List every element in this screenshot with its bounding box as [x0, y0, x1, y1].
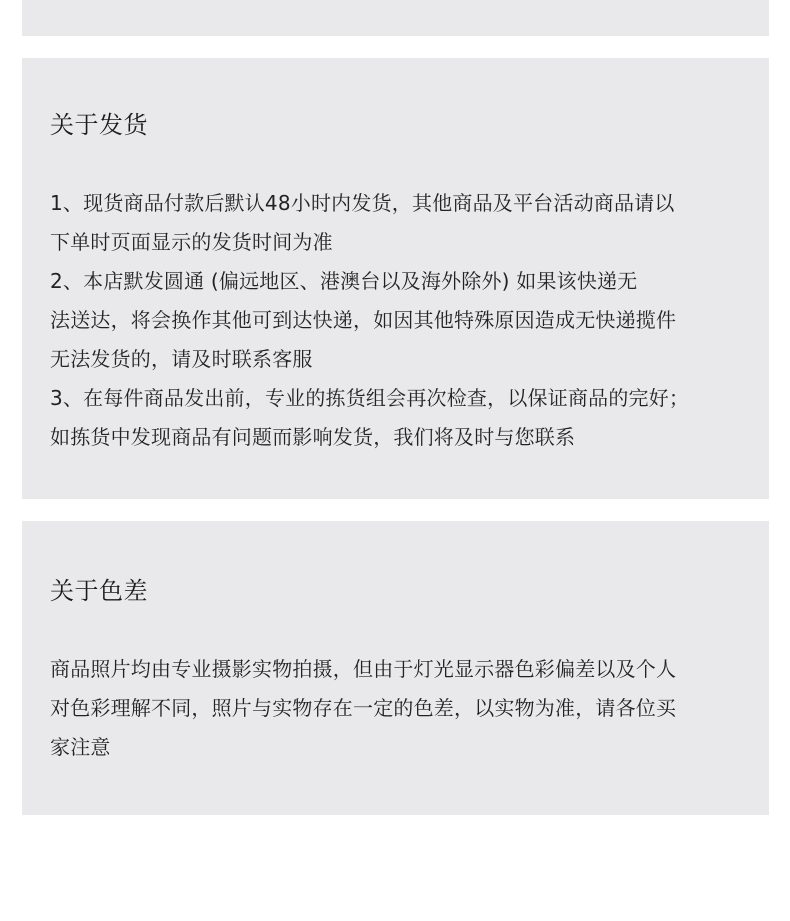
shipping-line: 如拣货中发现商品有问题而影响发货，我们将及时与您联系 — [50, 425, 576, 449]
color-difference-body — [50, 650, 755, 767]
color-difference-panel — [22, 521, 769, 815]
previous-section-panel — [22, 0, 769, 36]
shipping-line: 下单时页面显示的发货时间为准 — [50, 230, 333, 254]
shipping-line: 法送达，将会换作其他可到达快递，如因其他特殊原因造成无快递揽件 — [50, 308, 677, 332]
shipping-title: 关于发货 — [50, 111, 148, 139]
color-difference-line: 对色彩理解不同，照片与实物存在一定的色差，以实物为准，请各位买 — [50, 696, 677, 720]
color-difference-line: 商品照片均由专业摄影实物拍摄，但由于灯光显示器色彩偏差以及个人 — [50, 657, 677, 681]
color-difference-title: 关于色差 — [50, 577, 148, 605]
shipping-line: 无法发货的，请及时联系客服 — [50, 347, 313, 371]
shipping-info-panel — [22, 58, 769, 499]
shipping-line: 1、现货商品付款后默认48小时内发货，其他商品及平台活动商品请以 — [50, 191, 675, 215]
shipping-body — [50, 184, 755, 457]
color-difference-line: 家注意 — [50, 735, 111, 759]
shipping-line: 2、本店默发圆通 (偏远地区、港澳台以及海外除外) 如果该快递无 — [50, 269, 638, 293]
shipping-line: 3、在每件商品发出前，专业的拣货组会再次检查，以保证商品的完好； — [50, 386, 690, 410]
